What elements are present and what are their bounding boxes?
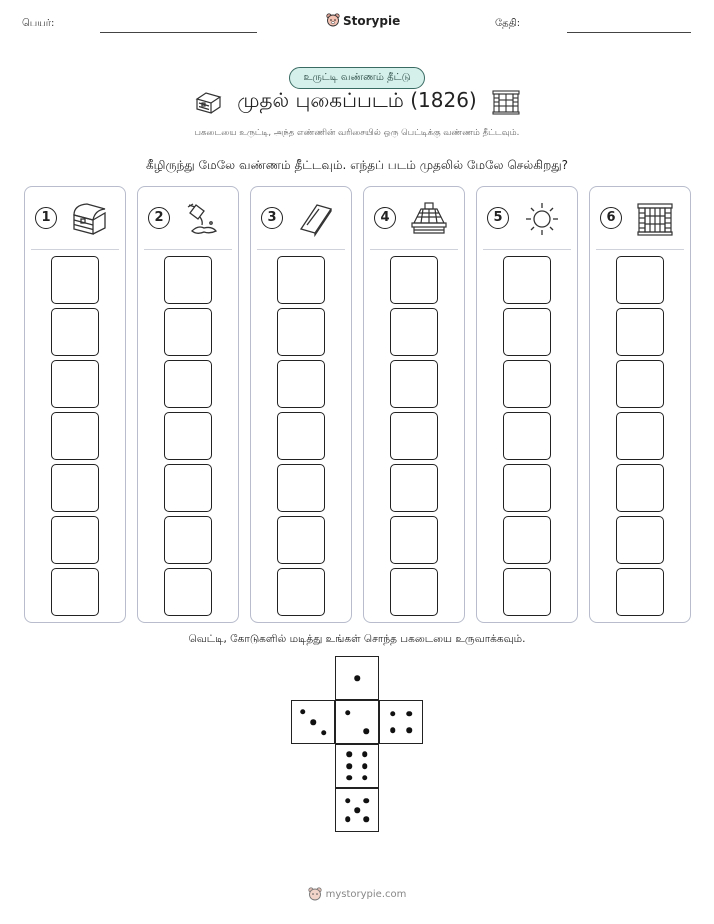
dice-pip xyxy=(390,711,396,717)
rooftop-icon xyxy=(410,201,448,237)
color-box[interactable] xyxy=(616,360,664,408)
column-number: 4 xyxy=(374,207,396,229)
title-row xyxy=(0,88,714,115)
color-box[interactable] xyxy=(51,516,99,564)
instruction: கீழிருந்து மேலே வண்ணம் தீட்டவும். எந்தப் படம் முதலில் மேலே செல்கிறது? xyxy=(145,158,569,172)
color-box[interactable] xyxy=(51,360,99,408)
dice-pip xyxy=(407,728,413,734)
subtitle: பகடையை உருட்டி, அந்த எண்ணின் வரிசையில் ஒரு பெட்டிக்கு வண்ணம் தீட்டவும். xyxy=(194,128,520,138)
color-box[interactable] xyxy=(503,516,551,564)
dice-pip xyxy=(362,763,368,769)
column-number: 2 xyxy=(148,207,170,229)
bear-mascot-icon xyxy=(326,13,340,28)
color-box[interactable] xyxy=(277,308,325,356)
column-number: 3 xyxy=(261,207,283,229)
color-box[interactable] xyxy=(277,360,325,408)
color-box[interactable] xyxy=(616,464,664,512)
dice-face-1 xyxy=(335,656,379,700)
column-number: 1 xyxy=(35,207,57,229)
color-box[interactable] xyxy=(51,464,99,512)
dice-pip xyxy=(347,763,353,769)
dice-pip xyxy=(390,728,396,734)
name-line[interactable] xyxy=(100,32,257,33)
column-divider xyxy=(144,249,232,250)
column-divider xyxy=(370,249,458,250)
color-box[interactable] xyxy=(164,256,212,304)
dice-face-4 xyxy=(379,700,423,744)
color-box[interactable] xyxy=(277,464,325,512)
dice-pip xyxy=(407,711,413,717)
dice-pip xyxy=(362,751,368,757)
dice-pip xyxy=(354,807,360,813)
color-box[interactable] xyxy=(277,568,325,616)
window-icon xyxy=(491,89,521,115)
dice-pip xyxy=(345,816,351,822)
page-title: முதல் புகைப்படம் (1826) xyxy=(237,88,477,112)
color-box[interactable] xyxy=(390,412,438,460)
column-1 xyxy=(24,186,126,623)
color-box[interactable] xyxy=(390,568,438,616)
color-box[interactable] xyxy=(277,412,325,460)
dice-pip xyxy=(310,719,316,725)
color-box[interactable] xyxy=(503,464,551,512)
dice-face-6 xyxy=(335,744,379,788)
column-5 xyxy=(476,186,578,623)
dice-face-2 xyxy=(335,700,379,744)
color-box[interactable] xyxy=(277,516,325,564)
dice-pip xyxy=(347,751,353,757)
sun-icon xyxy=(523,201,561,237)
dice-pip xyxy=(363,816,369,822)
color-box[interactable] xyxy=(390,256,438,304)
color-box[interactable] xyxy=(277,256,325,304)
color-box[interactable] xyxy=(390,516,438,564)
window-icon xyxy=(636,201,674,237)
dice-pip xyxy=(321,730,327,736)
dice-pip xyxy=(345,798,351,804)
color-box[interactable] xyxy=(164,360,212,408)
color-box[interactable] xyxy=(164,568,212,616)
color-box[interactable] xyxy=(164,464,212,512)
color-box[interactable] xyxy=(51,412,99,460)
treasure-chest-icon xyxy=(193,89,223,115)
dice-face-3 xyxy=(291,700,335,744)
footer xyxy=(0,887,714,902)
column-4 xyxy=(363,186,465,623)
dice-pip xyxy=(363,798,369,804)
color-box[interactable] xyxy=(616,412,664,460)
color-box[interactable] xyxy=(164,308,212,356)
dice-pip xyxy=(347,775,353,781)
column-number: 6 xyxy=(600,207,622,229)
footer-url: mystorypie.com xyxy=(325,889,407,900)
brand-name: Storypie xyxy=(343,13,401,28)
date-label: தேதி: xyxy=(495,18,521,29)
color-box[interactable] xyxy=(390,308,438,356)
color-box[interactable] xyxy=(503,412,551,460)
color-box[interactable] xyxy=(390,464,438,512)
color-box[interactable] xyxy=(616,568,664,616)
dice-pip xyxy=(363,728,369,734)
color-box[interactable] xyxy=(51,568,99,616)
dice-face-5 xyxy=(335,788,379,832)
dice-pip xyxy=(300,709,306,715)
activity-tag: உருட்டி வண்ணம் தீட்டு xyxy=(289,67,425,89)
pouring-bottle-icon xyxy=(184,201,222,237)
dice-pip xyxy=(362,775,368,781)
color-box[interactable] xyxy=(51,308,99,356)
bear-mascot-icon xyxy=(308,887,322,902)
color-box[interactable] xyxy=(390,360,438,408)
name-label: பெயர்: xyxy=(22,18,55,29)
column-6 xyxy=(589,186,691,623)
column-divider xyxy=(596,249,684,250)
color-box[interactable] xyxy=(616,308,664,356)
column-divider xyxy=(31,249,119,250)
column-3 xyxy=(250,186,352,623)
color-box[interactable] xyxy=(503,360,551,408)
column-number: 5 xyxy=(487,207,509,229)
color-box[interactable] xyxy=(164,516,212,564)
treasure-chest-icon xyxy=(71,201,109,237)
metal-plate-icon xyxy=(297,201,335,237)
dice-pip xyxy=(354,675,360,681)
color-box[interactable] xyxy=(51,256,99,304)
brand-logo xyxy=(326,13,400,28)
color-box[interactable] xyxy=(503,256,551,304)
color-box[interactable] xyxy=(616,516,664,564)
column-2 xyxy=(137,186,239,623)
dice-caption: வெட்டி, கோடுகளில் மடித்து உங்கள் சொந்த பகடையை உருவாக்கவும். xyxy=(188,633,526,645)
color-box[interactable] xyxy=(503,308,551,356)
color-box[interactable] xyxy=(164,412,212,460)
dice-pip xyxy=(345,710,351,716)
color-box[interactable] xyxy=(503,568,551,616)
date-line[interactable] xyxy=(567,32,691,33)
column-divider xyxy=(483,249,571,250)
column-divider xyxy=(257,249,345,250)
color-box[interactable] xyxy=(616,256,664,304)
